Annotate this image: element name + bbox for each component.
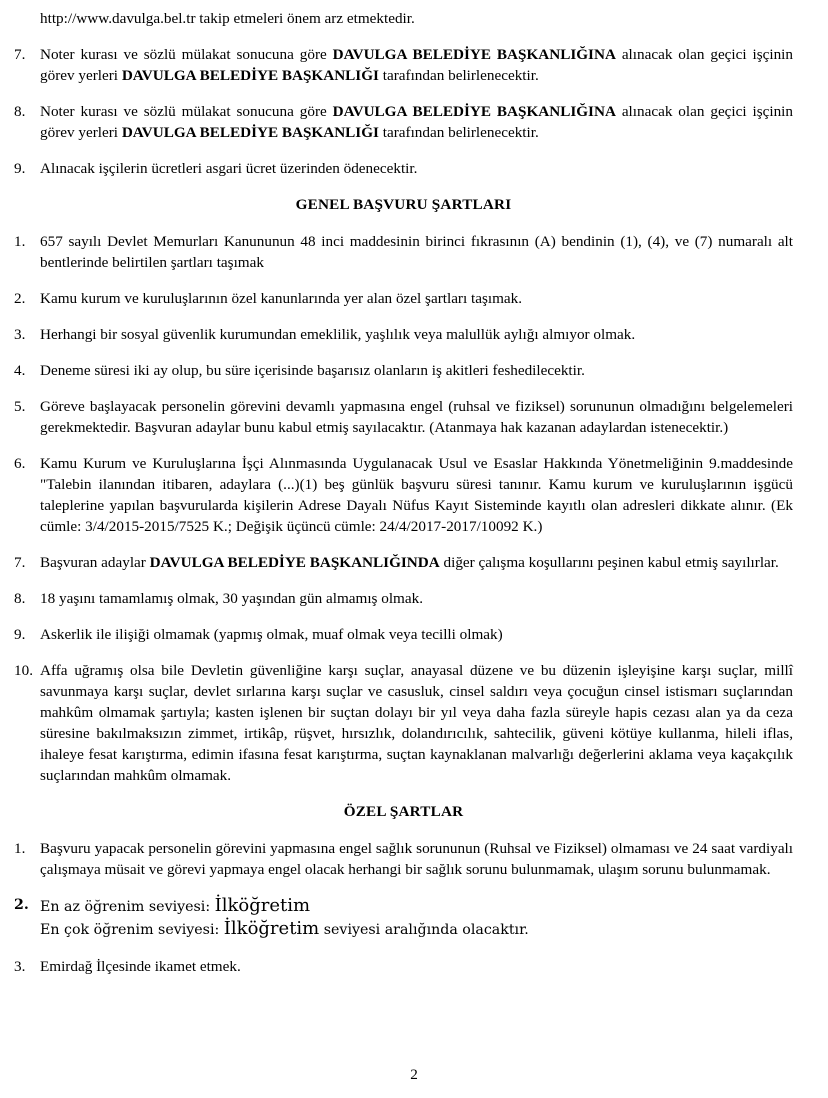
list-item-number: 3. xyxy=(14,326,26,343)
general-requirements-list xyxy=(14,231,793,786)
list-item-text: Göreve başlayacak personelin görevini devamlı yapmasına engel (ruhsal ve fiziksel) sorununun olmadığını belgelemeleri gerekmektedir. Başvuran adaylar bunu kabul etmiş sayılacaktır. (Atanmaya hak kazanan adaylardan istenecektir.) xyxy=(40,398,793,436)
list-item-number: 3. xyxy=(14,958,26,975)
list-item xyxy=(14,101,793,143)
continuation-paragraph: http://www.davulga.bel.tr takip etmeleri önem arz etmektedir. xyxy=(40,10,415,27)
page-number: 2 xyxy=(410,1066,418,1083)
list-item-number: 7. xyxy=(14,554,26,571)
list-item-number: 9. xyxy=(14,626,26,643)
list-item xyxy=(14,324,793,345)
list-item-text: Herhangi bir sosyal güvenlik kurumundan emeklilik, yaşlılık veya malullük aylığı almıyor olmak. xyxy=(40,326,636,343)
list-item xyxy=(14,396,793,438)
list-item-number: 10. xyxy=(14,662,33,679)
list-item-text: En az öğrenim seviyesi: İlköğretim En çok öğrenim seviyesi: İlköğretim seviyesi aralığında olacaktır. xyxy=(40,895,529,939)
list-item xyxy=(14,895,793,941)
list-item xyxy=(14,231,793,273)
list-item-text: Kamu Kurum ve Kuruluşlarına İşçi Alınmasında Uygulanacak Usul ve Esaslar Hakkında Yönetmeliğinin 9.maddesinde "Talebin ilanından itibaren, adaylara (...)(1) beş günlük başvuru süresi tanınır. Kamu kurum ve kuruluşlarının işgücü taleplerine yapılan başvurularda kişilerin Adrese Dayalı Nüfus Kayıt Sisteminde kayıtlı olan adresleri dikkate alınır. (Ek cümle: 3/4/2015-2015/7525 K.; Değişik üçüncü cümle: 24/4/2017-2017/10092 K.) xyxy=(40,455,793,535)
list-item xyxy=(14,956,793,977)
list-item-number: 6. xyxy=(14,455,26,472)
list-item xyxy=(14,288,793,309)
list-item xyxy=(14,624,793,645)
list-item-number: 9. xyxy=(14,160,26,177)
list-item xyxy=(14,453,793,537)
list-item xyxy=(14,838,793,880)
list-item xyxy=(14,44,793,86)
list-item-text: Askerlik ile ilişiği olmamak (yapmış olmak, muaf olmak veya tecilli olmak) xyxy=(40,626,503,643)
section-heading-general: GENEL BAŞVURU ŞARTLARI xyxy=(295,196,512,213)
list-item-text: Noter kurası ve sözlü mülakat sonucuna göre DAVULGA BELEDİYE BAŞKANLIĞINA alınacak olan geçici işçinin görev yerleri DAVULGA BELEDİYE BAŞKANLIĞI tarafından belirlenecektir. xyxy=(40,46,794,84)
list-item-text: Başvuran adaylar DAVULGA BELEDİYE BAŞKANLIĞINDA diğer çalışma koşullarını peşinen kabul etmiş sayılırlar. xyxy=(40,554,779,571)
list-item-number: 1. xyxy=(14,233,26,250)
list-item-number: 8. xyxy=(14,590,26,607)
list-item xyxy=(14,588,793,609)
list-item-text: Noter kurası ve sözlü mülakat sonucuna göre DAVULGA BELEDİYE BAŞKANLIĞINA alınacak olan geçici işçinin görev yerleri DAVULGA BELEDİYE BAŞKANLIĞI tarafından belirlenecektir. xyxy=(40,103,794,141)
list-item-number: 5. xyxy=(14,398,26,415)
list-item-text: Kamu kurum ve kuruluşlarının özel kanunlarında yer alan özel şartları taşımak. xyxy=(40,290,523,307)
list-item-number: 2. xyxy=(14,897,29,913)
list-item-text: Affa uğramış olsa bile Devletin güvenliğine karşı suçlar, anayasal düzene ve bu düzenin işleyişine karşı suçlar, millî savunmaya karşı suçlar, devlet sırlarına karşı suçlar ve casusluk, cinsel saldırı veya çocuğun cinsel istismarı suçlarından mahkûm olmamak şartıyla; kasten işlenen bir suçtan dolayı bir yıl veya daha fazla süreyle hapis cezası alan ya da ceza süresine bakılmaksızın zimmet, irtikâp, rüşvet, hırsızlık, dolandırıcılık, sahtecilik, güveni kötüye kullanma, hileli iflas, ihaleye fesat karıştırma, edimin ifasına fesat karıştırma, suçtan kaynaklanan malvarlığı değerlerini aklama veya kaçakçılık suçlarından mahkûm olmamak. xyxy=(40,662,793,784)
list-item-number: 2. xyxy=(14,290,26,307)
list-item xyxy=(14,552,793,573)
list-item-number: 8. xyxy=(14,103,26,120)
list-item-text: 18 yaşını tamamlamış olmak, 30 yaşından gün almamış olmak. xyxy=(40,590,424,607)
list-item-text: Başvuru yapacak personelin görevini yapmasına engel sağlık sorununun (Ruhsal ve Fiziksel) olmaması ve 24 saat vardiyalı çalışmaya müsait ve görevi yapmaya engel olacak herhangi bir sağlık sorunu bulunmamak, ulaşım sorunu bulunmamak. xyxy=(40,840,793,878)
list-item-number: 1. xyxy=(14,840,26,857)
list-item xyxy=(14,360,793,381)
list-item-number: 4. xyxy=(14,362,26,379)
list-item-text: Deneme süresi iki ay olup, bu süre içerisinde başarısız olanların iş akitleri feshedilecektir. xyxy=(40,362,585,379)
list-item-text: 657 sayılı Devlet Memurları Kanununun 48 inci maddesinin birinci fıkrasının (A) bendinin (1), (4), ve (7) numaralı alt bentlerinde belirtilen şartları taşımak xyxy=(40,233,793,271)
special-requirements-list xyxy=(14,838,793,977)
list-item xyxy=(14,158,793,179)
section-heading-special: ÖZEL ŞARTLAR xyxy=(343,803,464,820)
list-item-text: Emirdağ İlçesinde ikamet etmek. xyxy=(40,958,241,975)
intro-list xyxy=(14,44,793,179)
list-item xyxy=(14,660,793,786)
list-item-number: 7. xyxy=(14,46,26,63)
list-item-text: Alınacak işçilerin ücretleri asgari ücret üzerinden ödenecektir. xyxy=(40,160,418,177)
